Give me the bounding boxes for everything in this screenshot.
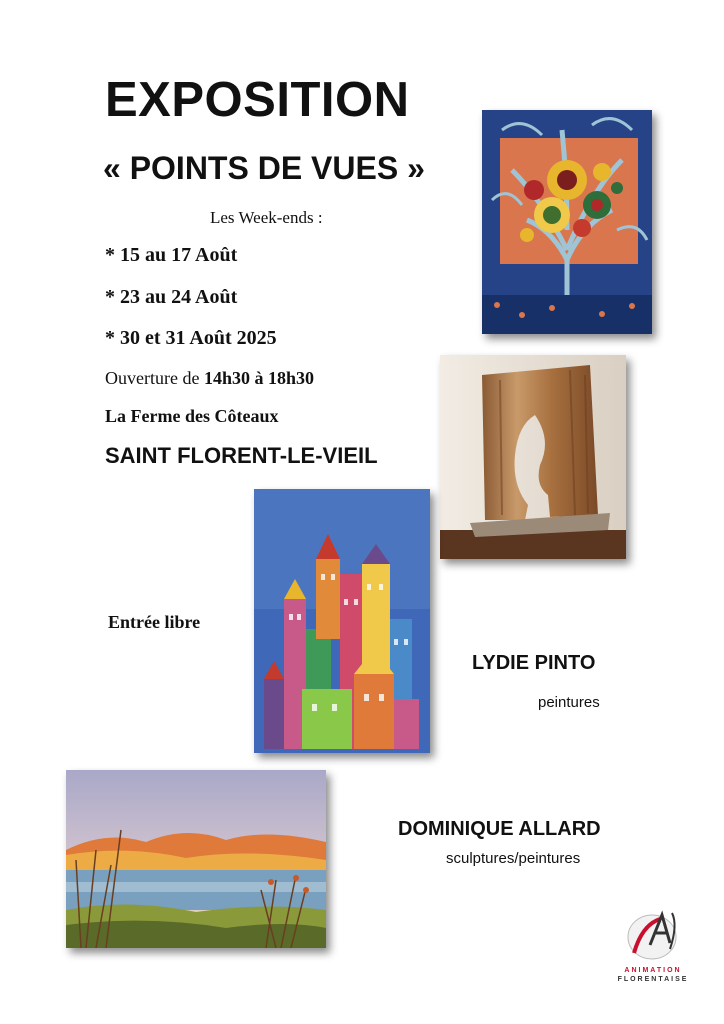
houses-painting-image [254,489,430,753]
town-name: SAINT FLORENT-LE-VIEIL [105,443,378,468]
date-line: * 23 au 24 Août [105,286,238,308]
entry-free: Entrée libre [108,612,201,632]
wood-sculpture-image [440,355,626,559]
artist-role: peintures [538,694,600,711]
artist-name: LYDIE PINTO [472,652,596,674]
exhibition-name: « POINTS DE VUES » [103,150,425,186]
date-line: * 15 au 17 Août [105,244,238,266]
artist-name: DOMINIQUE ALLARD [398,818,601,840]
date-line: * 30 et 31 Août 2025 [105,327,277,349]
logo-line-2: FLORENTAISE [617,976,689,983]
opening-hours [105,368,314,389]
opening-time: 14h30 à 18h30 [203,368,314,388]
landscape-painting-image [66,770,326,948]
venue-name: La Ferme des Côteaux [105,406,279,426]
opening-prefix: Ouverture de [105,368,204,388]
tree-painting-image [482,110,652,334]
poster-title: EXPOSITION [105,73,410,127]
logo-line-1: ANIMATION [624,967,682,974]
artist-role: sculptures/peintures [446,850,581,867]
weekends-label: Les Week-ends : [210,208,323,227]
